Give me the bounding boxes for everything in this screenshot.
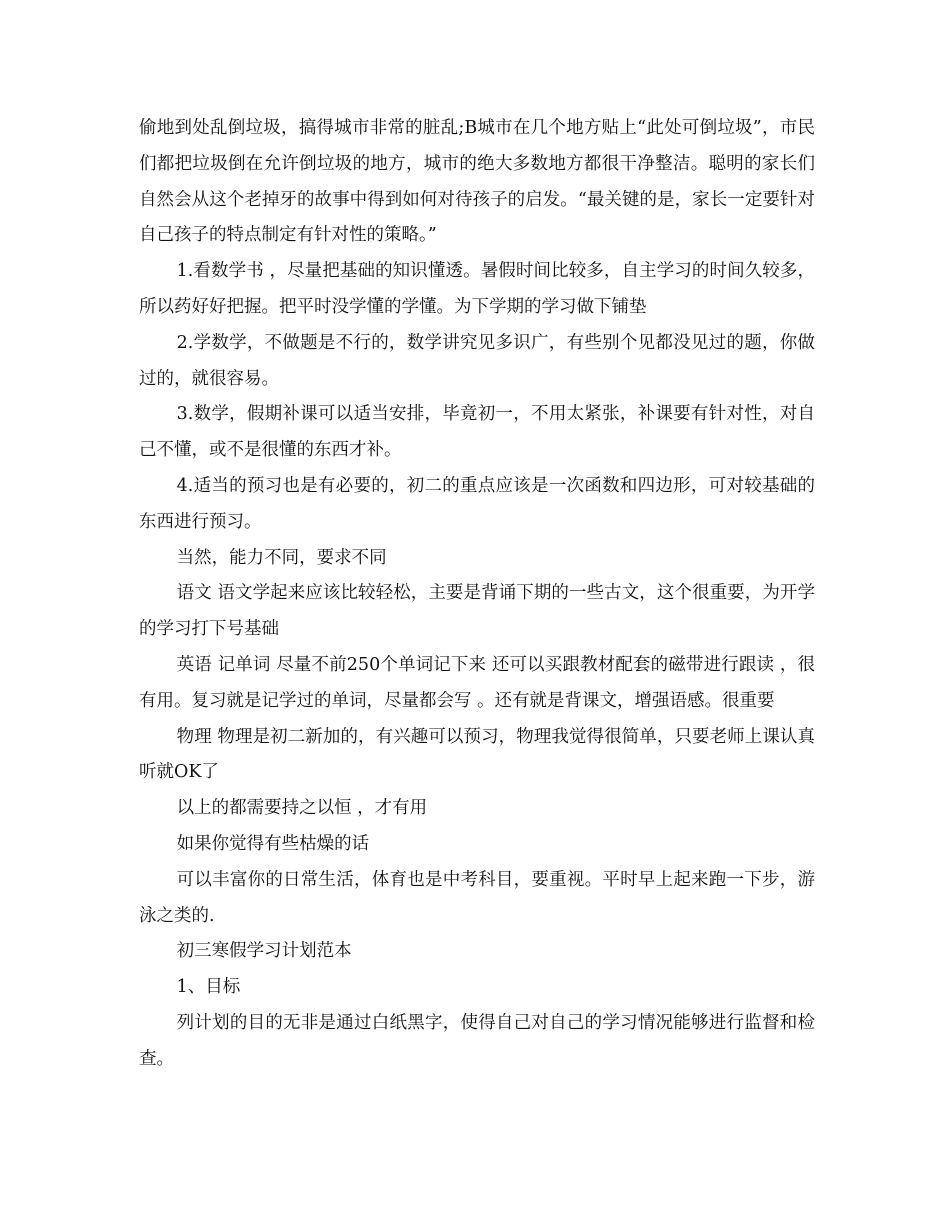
paragraph-math-tutoring: 3.数学，假期补课可以适当安排，毕竟初一，不用太紧张，补课要有针对性，对自己不懂，或不是很懂的东西才补。: [139, 404, 815, 461]
subheading-goal: 1、目标: [176, 977, 241, 998]
section-heading: 初三寒假学习计划范本: [176, 941, 352, 962]
paragraph-intro: 偷地到处乱倒垃圾，搞得城市非常的脏乱;B城市在几个地方贴上“此处可倒垃圾”，市民们都把垃圾倒在允许倒垃圾的地方，城市的绝大多数地方都很干净整洁。聪明的家长们自然会从这个老掉牙的故事中得到如何对待孩子的启发。“最关键的是，家长一定要针对自己孩子的特点制定有针对性的策略。”: [139, 118, 815, 246]
paragraph-sports: 可以丰富你的日常生活，体育也是中考科目，要重视。平时早上起来跑一下步，游泳之类的.: [139, 869, 815, 926]
paragraph-math-practice: 2.学数学，不做题是不行的，数学讲究见多识广，有些别个见都没见过的题，你做过的，就很容易。: [139, 332, 815, 389]
paragraph-physics: 物理 物理是初二新加的，有兴趣可以预习，物理我觉得很简单，只要老师上课认真听就OK了: [139, 726, 815, 783]
paragraph-goal: 列计划的目的无非是通过白纸黑字，使得自己对自己的学习情况能够进行监督和检查。: [139, 1012, 815, 1069]
paragraph-preview: 4.适当的预习也是有必要的，初二的重点应该是一次函数和四边形，可对较基础的东西进行预习。: [139, 475, 815, 532]
paragraph-chinese: 语文 语文学起来应该比较轻松，主要是背诵下期的一些古文，这个很重要，为开学的学习打下号基础: [139, 583, 815, 640]
paragraph-persistence: 以上的都需要持之以恒 ，才有用: [176, 798, 428, 819]
paragraph-boring: 如果你觉得有些枯燥的话: [176, 833, 370, 854]
document-body: [139, 111, 815, 1078]
paragraph-ability: 当然，能力不同，要求不同: [176, 547, 387, 568]
paragraph-math-book: 1.看数学书 ，尽量把基础的知识懂透。暑假时间比较多，自主学习的时间久较多，所以药好好把握。把平时没学懂的学懂。为下学期的学习做下铺垫: [139, 261, 815, 317]
paragraph-english: 英语 记单词 尽量不前250个单词记下来 还可以买跟教材配套的磁带进行跟读 ，很有用。复习就是记学过的单词，尽量都会写 。还有就是背课文，增强语感。很重要: [139, 654, 815, 711]
